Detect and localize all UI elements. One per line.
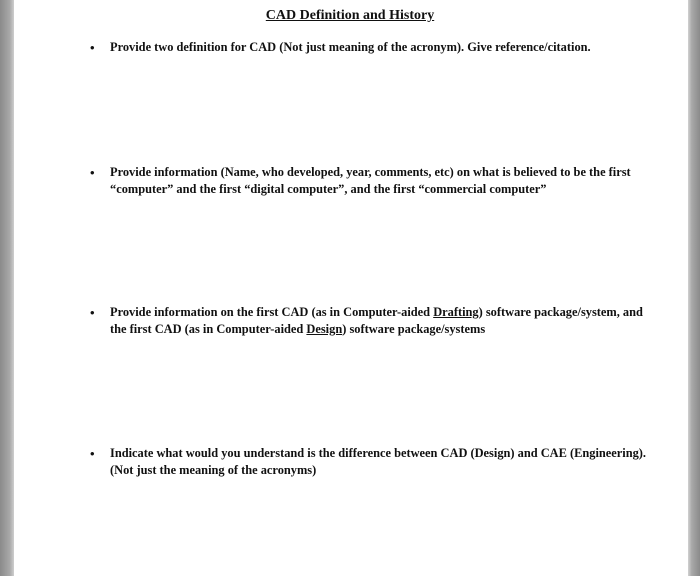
- bullet-icon: •: [90, 305, 95, 320]
- list-item: [90, 445, 650, 479]
- bullet-icon: •: [90, 40, 95, 55]
- document-title: [0, 8, 700, 24]
- left-page-edge: [0, 0, 14, 576]
- list-item-text-part: Provide information on the first CAD (as in Computer-aided: [110, 305, 434, 319]
- right-page-edge: [688, 0, 700, 576]
- list-item: [90, 304, 650, 338]
- list-item-text-part: ) software package/system, and the first CAD (as in Computer-aided: [110, 305, 643, 336]
- document-title-text: CAD Definition and History: [265, 8, 435, 23]
- bullet-icon: •: [90, 446, 95, 461]
- list-item-text: [110, 304, 650, 338]
- underlined-term-design: Design: [306, 322, 343, 336]
- list-item-text: Indicate what would you understand is the difference between CAD (Design) and CAE (Engineering). (Not just the meaning of the acronyms): [110, 446, 647, 477]
- list-item-text-part: ) software package/systems: [342, 322, 486, 336]
- list-item: [90, 164, 650, 198]
- underlined-term-drafting: Drafting: [433, 305, 479, 319]
- list-item: [90, 39, 650, 56]
- bullet-icon: •: [90, 165, 95, 180]
- list-item-text: Provide information (Name, who developed, year, comments, etc) on what is believed to be the first “computer” and the first “digital computer”, and the first “commercial computer”: [110, 165, 631, 196]
- list-item-text: Provide two definition for CAD (Not just meaning of the acronym). Give reference/citation.: [110, 40, 591, 54]
